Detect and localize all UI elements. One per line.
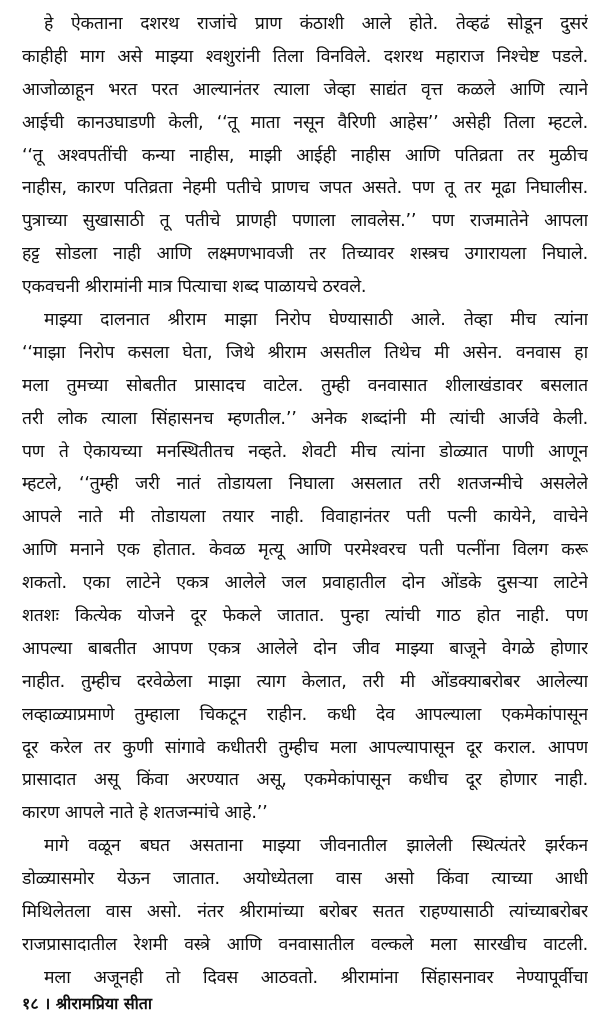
text-line: डोळ्यासमोर येऊन जातात. अयोध्येतला वास असो किंवा त्याच्या आधी xyxy=(22,869,588,890)
text-line: आपले नाते मी तोडायला तयार नाही. विवाहानंतर पती पत्नी कायेने, वाचेने xyxy=(22,507,588,528)
text-line: आजोळाहून भरत परत आल्यानंतर त्याला जेव्हा साद्यंत वृत्त कळले आणि त्याने xyxy=(22,79,588,100)
text-line: आईची कानउघाडणी केली, ‘‘तू माता नसून वैरिणी आहेस’’ असेही तिला म्हटले. xyxy=(22,112,588,133)
text-line: आपल्या बाबतीत आपण एकत्र आलेले दोन जीव माझ्या बाजूने वेगळे होणार xyxy=(22,638,588,659)
text-line: माझ्या दालनात श्रीराम माझा निरोप घेण्यासाठी आले. तेव्हा मीच त्यांना xyxy=(44,310,588,331)
text-line: राजप्रासादातील रेशमी वस्त्रे आणि वनवासातील वल्कले मला सारखीच वाटली. xyxy=(22,934,588,955)
text-line: पण ते ऐकायच्या मनस्थितीतच नव्हते. शेवटी मीच त्यांना डोळ्यात पाणी आणून xyxy=(22,441,588,462)
text-line: मिथिलेतला वास असो. नंतर श्रीरामांच्या बरोबर सतत राहण्यासाठी त्यांच्याबरोबर xyxy=(22,902,588,923)
text-line: काहीही माग असे माझ्या श्वशुरांनी तिला विनविले. दशरथ महाराज निश्चेष्ट पडले. xyxy=(22,46,588,67)
text-line: आणि मनाने एक होतात. केवळ मृत्यू आणि परमेश्वरच पती पत्नींना विलग करू xyxy=(22,540,588,561)
text-line: पुत्राच्या सुखासाठी तू पतीचे प्राणही पणाला लावलेस.’’ पण राजमातेने आपला xyxy=(22,211,588,232)
text-line: प्रासादात असू किंवा अरण्यात असू, एकमेकांपासून कधीच दूर होणार नाही. xyxy=(22,770,588,791)
text-line: मागे वळून बघत असताना माझ्या जीवनातील झालेली स्थित्यंतरे झर्रकन xyxy=(44,836,588,857)
text-line: म्हटले, ‘‘तुम्ही जरी नातं तोडायला निघाला असलात तरी शतजन्मीचे असलेले xyxy=(22,474,588,495)
text-line: एकवचनी श्रीरामांनी मात्र पित्याचा शब्द पाळायचे ठरवले. xyxy=(22,277,367,298)
text-line: मला तुमच्या सोबतीत प्रासादच वाटेल. तुम्ही वनवासात शीलाखंडावर बसलात xyxy=(22,375,588,396)
text-line: ‘‘माझा निरोप कसला घेता, जिथे श्रीराम असतील तिथेच मी असेन. वनवास हा xyxy=(22,342,588,363)
text-line: कारण आपले नाते हे शतजन्मांचे आहे.’’ xyxy=(22,803,268,824)
page-footer: १८ । श्रीरामप्रिया सीता xyxy=(22,994,153,1013)
page-body-text xyxy=(22,8,588,995)
text-line: दूर करेल तर कुणी सांगावे कधीतरी तुम्हीच मला आपल्यापासून दूर कराल. आपण xyxy=(22,737,588,758)
text-line: नाहीत. तुम्हीच दरवेळेला माझा त्याग केलात, तरी मी ओंडक्याबरोबर आलेल्या xyxy=(22,671,588,692)
text-line: हट्ट सोडला नाही आणि लक्ष्मणभावजी तर तिच्यावर शस्त्रच उगारायला निघाले. xyxy=(22,244,588,265)
text-line: लव्हाळ्याप्रमाणे तुम्हाला चिकटून राहीन. कधी देव आपल्याला एकमेकांपासून xyxy=(22,704,588,725)
text-line: हे ऐकताना दशरथ राजांचे प्राण कंठाशी आले होते. तेव्हढं सोडून दुसरं xyxy=(44,14,588,34)
text-line: नाहीस, कारण पतिव्रता नेहमी पतीचे प्राणच जपत असते. पण तू तर मूढा निघालीस. xyxy=(22,178,588,199)
text-line: मला अजूनही तो दिवस आठवतो. श्रीरामांना सिंहासनावर नेण्यापूर्वीचा xyxy=(44,967,588,988)
text-line: शकतो. एका लाटेने एकत्र आलेले जल प्रवाहातील दोन ओंडके दुसऱ्या लाटेने xyxy=(22,573,588,594)
text-line: शतशः कित्येक योजने दूर फेकले जातात. पुन्हा त्यांची गाठ होत नाही. पण xyxy=(22,606,588,627)
text-line: ‘‘तू अश्वपतींची कन्या नाहीस, माझी आईही नाहीस आणि पतिव्रता तर मुळीच xyxy=(22,145,588,166)
text-line: तरी लोक त्याला सिंहासनच म्हणतील.’’ अनेक शब्दांनी मी त्यांची आर्जवे केली. xyxy=(22,408,588,429)
